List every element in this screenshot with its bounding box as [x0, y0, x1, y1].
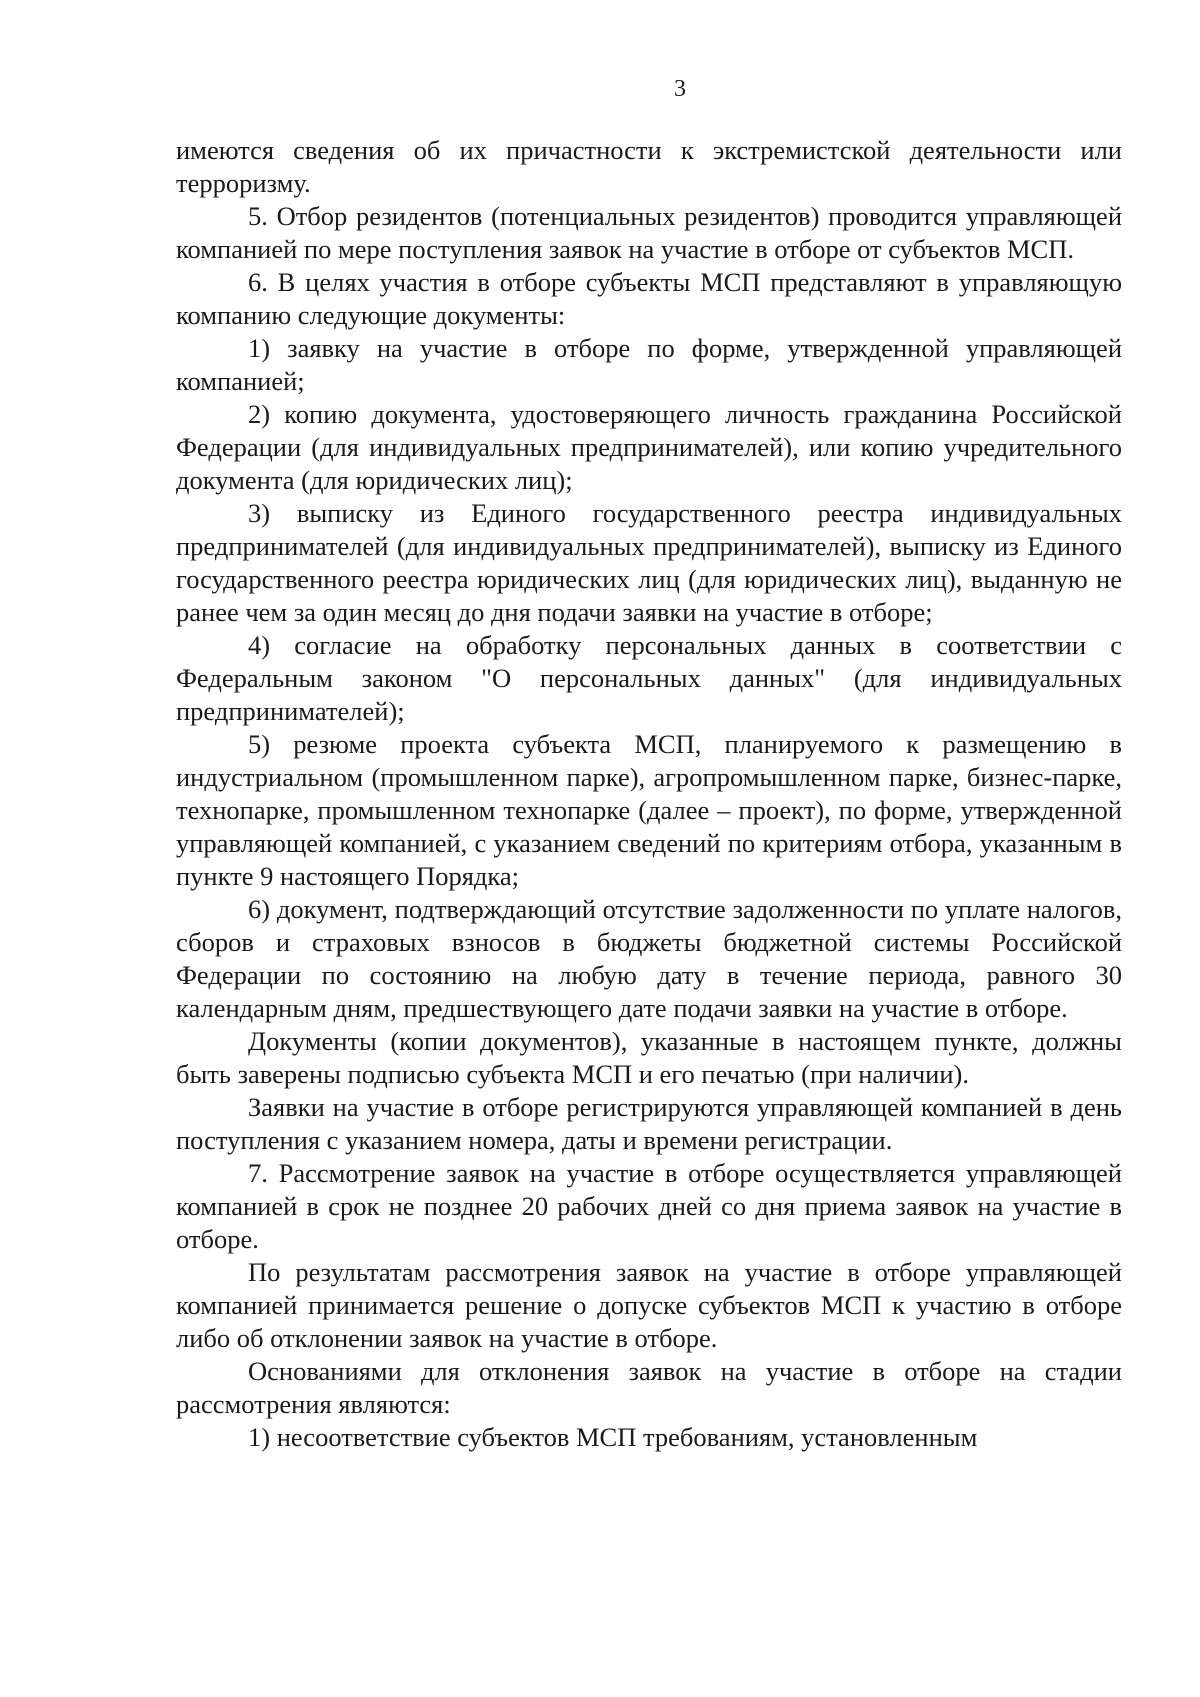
subitem-4-data-consent: 4) согласие на обработку персональных данных в соответствии с Федеральным законом "О персональных данных" (для индивидуальных предпринимателей); — [176, 630, 1122, 726]
subitem-1-application: 1) заявку на участие в отборе по форме, утвержденной управляющей компанией; — [176, 333, 1122, 396]
paragraph-rejection-grounds: Основаниями для отклонения заявок на участие в отборе на стадии рассмотрения являются: — [176, 1356, 1122, 1419]
subitem-2-identity-copy: 2) копию документа, удостоверяющего личность гражданина Российской Федерации (для индивидуальных предпринимателей), или копию учредительного документа (для юридических лиц); — [176, 399, 1122, 495]
subitem-5-project-resume: 5) резюме проекта субъекта МСП, планируемого к размещению в индустриальном (промышленном парке), агропромышленном парке, бизнес-парке, технопарке, промышленном технопарке (далее – проект), по форме, утвержденной управляющей компанией, с указанием сведений по критериям отбора, указанным в пункте 9 настоящего Порядка; — [176, 729, 1122, 891]
paragraph-item-6: 6. В целях участия в отборе субъекты МСП представляют в управляющую компанию следующие документы: — [176, 267, 1122, 330]
document-body — [176, 134, 1122, 1454]
paragraph-certification: Документы (копии документов), указанные в настоящем пункте, должны быть заверены подписью субъекта МСП и его печатью (при наличии). — [176, 1026, 1122, 1089]
paragraph-registration: Заявки на участие в отборе регистрируются управляющей компанией в день поступления с указанием номера, даты и времени регистрации. — [176, 1092, 1122, 1155]
subitem-6-no-debt-document: 6) документ, подтверждающий отсутствие задолженности по уплате налогов, сборов и страховых взносов в бюджеты бюджетной системы Российской Федерации по состоянию на любую дату в течение периода, равного 30 календарным дням, предшествующего дате подачи заявки на участие в отборе. — [176, 894, 1122, 1023]
subitem-3-registry-extract: 3) выписку из Единого государственного реестра индивидуальных предпринимателей (для индивидуальных предпринимателей), выписку из Единого государственного реестра юридических лиц (для юридических лиц), выданную не ранее чем за один месяц до дня подачи заявки на участие в отборе; — [176, 498, 1122, 627]
paragraph-review-results: По результатам рассмотрения заявок на участие в отборе управляющей компанией принимается решение о допуске субъектов МСП к участию в отборе либо об отклонении заявок на участие в отборе. — [176, 1257, 1122, 1353]
subitem-1-noncompliance: 1) несоответствие субъектов МСП требованиям, установленным — [248, 1422, 978, 1452]
paragraph-item-7: 7. Рассмотрение заявок на участие в отборе осуществляется управляющей компанией в срок не позднее 20 рабочих дней со дня приема заявок на участие в отборе. — [176, 1158, 1122, 1254]
page-number: 3 — [674, 76, 686, 102]
paragraph-item-5: 5. Отбор резидентов (потенциальных резидентов) проводится управляющей компанией по мере поступления заявок на участие в отборе от субъектов МСП. — [176, 201, 1122, 264]
paragraph-continuation: имеются сведения об их причастности к экстремистской деятельности или терроризму. — [176, 135, 1122, 198]
